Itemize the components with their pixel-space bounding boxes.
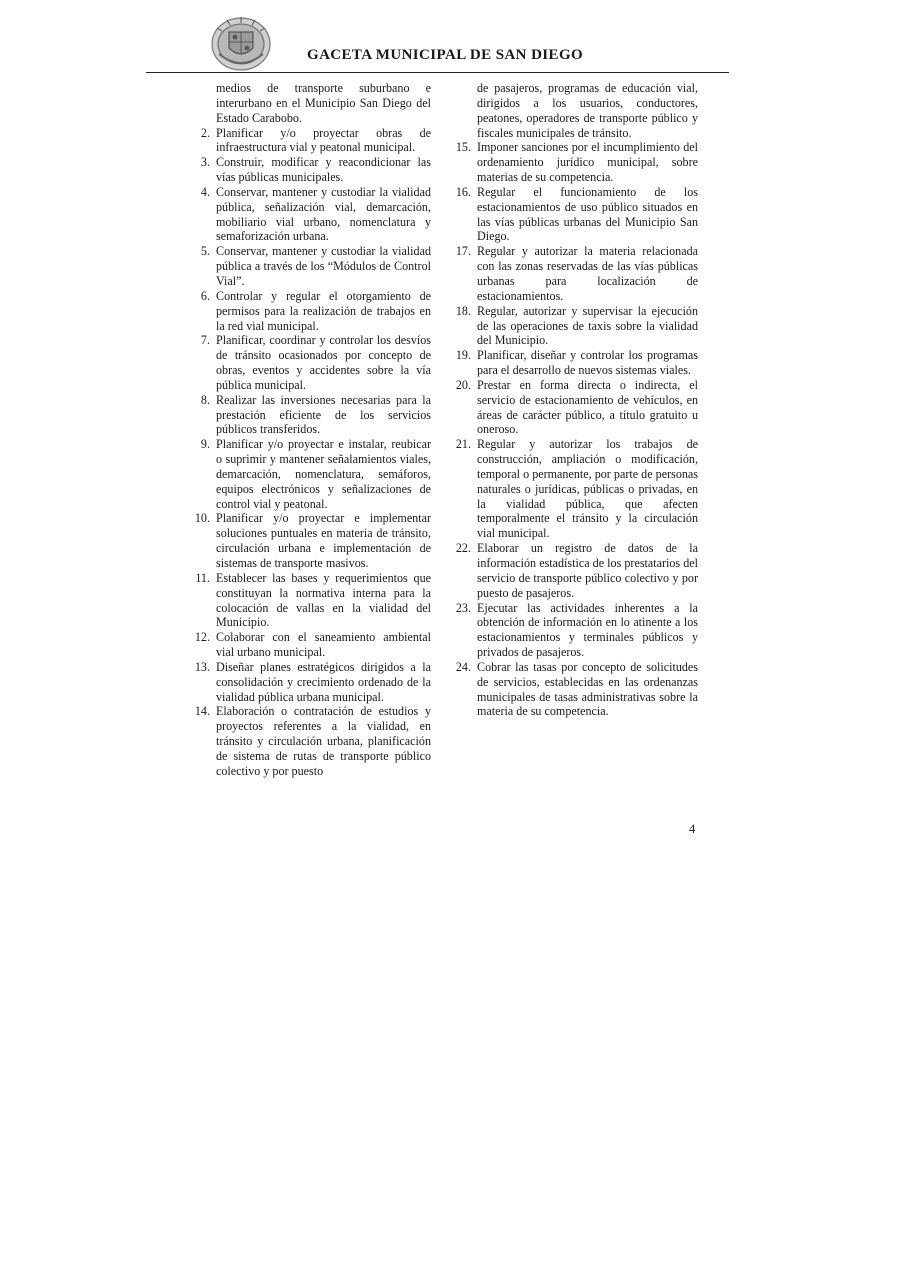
- list-item: [186, 126, 431, 156]
- item-text: Regular, autorizar y supervisar la ejecución de las operaciones de taxis sobre la vialidad del Municipio.: [477, 303, 698, 348]
- list-item: [186, 511, 431, 570]
- list-item: [186, 571, 431, 630]
- item-text: Diseñar planes estratégicos dirigidos a la consolidación y crecimiento ordenado de la vialidad pública urbana municipal.: [216, 659, 431, 704]
- item-text: Regular el funcionamiento de los estacionamientos de uso público situados en las vías públicas urbanas del Municipio San Diego.: [477, 184, 698, 244]
- list-item: [186, 185, 431, 244]
- list-item: [447, 244, 698, 303]
- left-column: [186, 81, 431, 779]
- item-text: Realizar las inversiones necesarias para la prestación eficiente de los servicios públicos transferidos.: [216, 392, 431, 437]
- item-text: Imponer sanciones por el incumplimiento del ordenamiento jurídico municipal, sobre materias de su competencia.: [477, 140, 698, 185]
- item-text: Construir, modificar y reacondicionar las vías públicas municipales.: [216, 155, 431, 185]
- item-number: 10.: [194, 511, 210, 526]
- item-text: Conservar, mantener y custodiar la vialidad pública a través de los “Módulos de Control Vial”.: [216, 244, 431, 288]
- item-number: 5.: [200, 244, 210, 259]
- item-number: 12.: [194, 630, 210, 645]
- list-item: [447, 185, 698, 244]
- item-text: Planificar, coordinar y controlar los desvíos de tránsito ocasionados por concepto de obras, eventos y accidentes sobre la vía pública municipal.: [216, 333, 431, 392]
- item-number: 4.: [200, 184, 210, 199]
- item-number: 14.: [194, 704, 210, 719]
- item-text: de pasajeros, programas de educación vial, dirigidos a los usuarios, conductores, peatones, operadores de transporte público y fiscales municipales de tránsito.: [477, 81, 698, 140]
- list-item: [186, 660, 431, 705]
- list-item: [186, 437, 431, 511]
- item-number: 20.: [455, 377, 471, 392]
- list-item: [186, 333, 431, 392]
- item-number: 22.: [455, 541, 471, 556]
- item-text: Planificar, diseñar y controlar los programas para el desarrollo de nuevos sistemas viales.: [477, 348, 698, 378]
- item-text: Ejecutar las actividades inherentes a la obtención de información en lo atinente a los estacionamientos y terminales públicos y privados de pasajeros.: [477, 600, 698, 660]
- item-text: Planificar y/o proyectar obras de infraestructura vial y peatonal municipal.: [216, 125, 431, 155]
- item-number: 11.: [195, 570, 210, 585]
- item-number: 2.: [200, 125, 210, 140]
- item-number: 13.: [194, 659, 210, 674]
- item-number: 7.: [200, 333, 210, 348]
- item-text: Conservar, mantener y custodiar la vialidad pública, señalización vial, demarcación, mobiliario vial urbano, nomenclatura y semaforización urbana.: [216, 184, 431, 244]
- municipal-seal-icon: [209, 14, 273, 72]
- item-text: Controlar y regular el otorgamiento de permisos para la realización de trabajos en la red vial municipal.: [216, 288, 431, 333]
- header-rule: [146, 72, 729, 73]
- list-item: [447, 660, 698, 719]
- item-number: 8.: [200, 392, 210, 407]
- right-column: [447, 81, 698, 719]
- item-text: Elaborar un registro de datos de la información estadística de los prestatarios del servicio de transporte público colectivo y por puesto de pasajeros.: [477, 541, 698, 600]
- item-text: medios de transporte suburbano e interurbano en el Municipio San Diego del Estado Carabobo.: [216, 81, 431, 125]
- gazette-title: GACETA MUNICIPAL DE SAN DIEGO: [307, 47, 584, 63]
- item-text: Regular y autorizar la materia relacionada con las zonas reservadas de las vías públicas urbanas para localización de estacionamientos.: [477, 244, 698, 303]
- list-item: [186, 155, 431, 185]
- item-number: [447, 81, 477, 140]
- list-item: [186, 704, 431, 778]
- list-item: [447, 378, 698, 437]
- list-item: [447, 437, 698, 541]
- item-number: 23.: [455, 600, 471, 615]
- item-number: 16.: [455, 184, 471, 199]
- list-item: [447, 140, 698, 185]
- item-number: 24.: [455, 659, 471, 674]
- list-item: [447, 348, 698, 378]
- item-number: 17.: [455, 244, 471, 259]
- list-item: [186, 289, 431, 334]
- list-item: [186, 244, 431, 289]
- item-text: Prestar en forma directa o indirecta, el servicio de estacionamiento de vehículos, en áreas de carácter público, a título gratuito u oneroso.: [477, 377, 698, 437]
- item-number: 9.: [200, 437, 210, 452]
- item-number: 21.: [455, 437, 471, 452]
- item-text: Cobrar las tasas por concepto de solicitudes de servicios, establecidas en las ordenanzas municipales de tasas administrativas sobre la materia de su competencia.: [477, 659, 698, 719]
- list-item: [447, 601, 698, 660]
- item-text: Planificar y/o proyectar e implementar soluciones puntuales en materia de tránsito, circulación urbana e implementación de sistemas de transporte masivos.: [216, 511, 431, 570]
- item-number: 19.: [455, 348, 471, 363]
- list-item: [186, 630, 431, 660]
- item-text: Planificar y/o proyectar e instalar, reubicar o suprimir y mantener señalamientos viales, demarcación, nomenclatura, semáforos, equipos electrónicos y señalizaciones de control vial y peatonal.: [216, 437, 431, 511]
- list-item: [186, 393, 431, 438]
- list-item: [447, 304, 698, 349]
- item-number: [186, 81, 216, 126]
- item-number: 6.: [200, 288, 210, 303]
- item-text: Establecer las bases y requerimientos que constituyan la normativa interna para la colocación de vallas en la vialidad del Municipio.: [216, 570, 431, 630]
- list-item: [447, 541, 698, 600]
- page-number: 4: [689, 822, 696, 836]
- list-item: [186, 81, 431, 126]
- item-text: Elaboración o contratación de estudios y proyectos referentes a la vialidad, en tránsito y circulación urbana, planificación de sistema de rutas de transporte público colectivo y por puesto: [216, 704, 431, 778]
- item-number: 18.: [455, 303, 471, 318]
- item-number: 15.: [455, 140, 471, 155]
- item-text: Colaborar con el saneamiento ambiental vial urbano municipal.: [216, 630, 431, 660]
- list-item: [447, 81, 698, 140]
- item-text: Regular y autorizar los trabajos de construcción, ampliación o modificación, temporal o permanente, por parte de personas naturales o jurídicas, públicas o privadas, en la vialidad pública, que afecten temporalmente el tránsito y la circulación vial municipal.: [477, 437, 698, 541]
- item-number: 3.: [200, 155, 210, 170]
